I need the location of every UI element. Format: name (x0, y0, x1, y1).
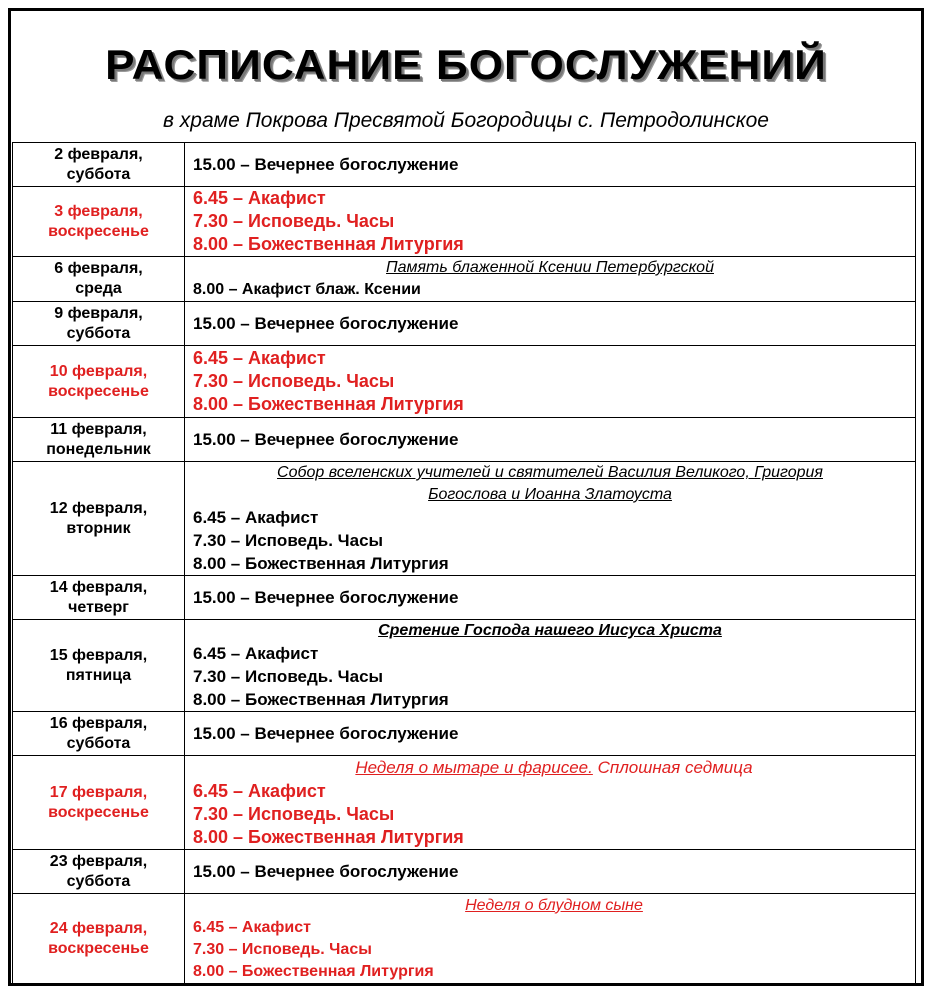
date: 24 февраля, (49, 919, 148, 937)
weekday: вторник (66, 519, 131, 537)
feast-name: Неделя о блудном сыне (465, 896, 643, 914)
events-cell (185, 576, 916, 620)
events-cell (185, 257, 916, 302)
weekday: пятница (65, 666, 132, 684)
events-cell (185, 187, 916, 257)
service-line: 7.30 – Исповедь. Часы (193, 531, 384, 550)
service-line: 15.00 – Вечернее богослужение (193, 588, 459, 607)
date-cell (13, 346, 185, 418)
events-cell (185, 462, 916, 576)
events-cell (185, 418, 916, 462)
weekday: суббота (66, 324, 131, 342)
feast-title-continued: Богослова и Иоанна Златоуста (428, 486, 672, 503)
service-line: 15.00 – Вечернее богослужение (193, 724, 459, 743)
date-cell (13, 620, 185, 712)
date-cell (13, 850, 185, 894)
weekday: воскресенье (48, 382, 149, 400)
service-line: 7.30 – Исповедь. Часы (193, 804, 395, 824)
feast-title: Сретение Господа нашего Иисуса Христа (378, 622, 722, 639)
table-row (13, 756, 916, 850)
date: 6 февраля, (54, 260, 143, 277)
service-line: 7.30 – Исповедь. Часы (193, 211, 395, 231)
events-cell (185, 346, 916, 418)
table-row (13, 712, 916, 756)
feast-note: Сплошная седмица (592, 758, 753, 777)
events-cell (185, 850, 916, 894)
date-cell (13, 257, 185, 302)
service-line: 7.30 – Исповедь. Часы (193, 940, 372, 958)
date: 17 февраля, (49, 783, 148, 801)
date: 9 февраля, (54, 304, 143, 322)
date-cell (13, 462, 185, 576)
service-line: 7.30 – Исповедь. Часы (193, 667, 384, 686)
service-line: 8.00 – Акафист блаж. Ксении (193, 281, 421, 298)
page-title: РАСПИСАНИЕ БОГОСЛУЖЕНИЙ (105, 41, 827, 88)
table-row (13, 850, 916, 894)
service-line: 15.00 – Вечернее богослужение (193, 155, 459, 174)
table-row (13, 576, 916, 620)
date: 14 февраля, (49, 578, 148, 596)
feast-title (193, 756, 915, 780)
events-cell (185, 712, 916, 756)
service-line: 15.00 – Вечернее богослужение (193, 862, 459, 881)
service-line: 15.00 – Вечернее богослужение (193, 430, 459, 449)
service-line: 6.45 – Акафист (193, 644, 319, 663)
date-cell (13, 756, 185, 850)
weekday: воскресенье (48, 222, 149, 240)
table-row (13, 346, 916, 418)
date: 15 февраля, (49, 646, 148, 664)
weekday: четверг (68, 598, 129, 616)
table-row (13, 257, 916, 302)
service-line: 8.00 – Божественная Литургия (193, 962, 434, 980)
schedule-table (12, 142, 916, 984)
date-cell (13, 418, 185, 462)
weekday: воскресенье (48, 939, 149, 957)
service-line: 7.30 – Исповедь. Часы (193, 371, 395, 391)
page-subtitle: в храме Покрова Пресвятой Богородицы с. Петродолинское (163, 109, 769, 132)
service-line: 6.45 – Акафист (193, 188, 326, 208)
feast-title (193, 895, 915, 917)
table-row (13, 143, 916, 187)
service-line: 6.45 – Акафист (193, 781, 326, 801)
table-row (13, 418, 916, 462)
service-line: 8.00 – Божественная Литургия (193, 234, 464, 254)
service-line: 6.45 – Акафист (193, 918, 311, 936)
service-line: 8.00 – Божественная Литургия (193, 554, 449, 573)
date: 2 февраля, (54, 145, 143, 163)
weekday: суббота (66, 165, 131, 183)
service-line: 8.00 – Божественная Литургия (193, 827, 464, 847)
date: 16 февраля, (49, 714, 148, 732)
weekday: понедельник (46, 440, 151, 458)
date-cell (13, 576, 185, 620)
date: 3 февраля, (54, 202, 143, 220)
date-cell (13, 187, 185, 257)
service-line: 6.45 – Акафист (193, 348, 326, 368)
feast-title: Собор вселенских учителей и святителей Василия Великого, Григория (277, 464, 823, 481)
feast-name: Неделя о мытаре и фарисее. (355, 758, 593, 777)
events-cell (185, 302, 916, 346)
feast-title: Память блаженной Ксении Петербургской (386, 259, 714, 276)
date-cell (13, 894, 185, 984)
events-cell (185, 620, 916, 712)
date-cell (13, 143, 185, 187)
service-line: 8.00 – Божественная Литургия (193, 690, 449, 709)
table-row (13, 462, 916, 576)
service-line: 8.00 – Божественная Литургия (193, 394, 464, 414)
date: 10 февраля, (49, 362, 148, 380)
table-row (13, 187, 916, 257)
service-line: 6.45 – Акафист (193, 508, 319, 527)
date: 23 февраля, (49, 852, 148, 870)
table-row (13, 620, 916, 712)
weekday: суббота (66, 872, 131, 890)
events-cell (185, 143, 916, 187)
service-line: 15.00 – Вечернее богослужение (193, 314, 459, 333)
weekday: среда (75, 280, 122, 297)
date: 12 февраля, (49, 499, 148, 517)
date-cell (13, 302, 185, 346)
table-row (13, 894, 916, 984)
date-cell (13, 712, 185, 756)
weekday: суббота (66, 734, 131, 752)
weekday: воскресенье (48, 803, 149, 821)
events-cell (185, 756, 916, 850)
table-row (13, 302, 916, 346)
events-cell (185, 894, 916, 984)
date: 11 февраля, (50, 420, 147, 438)
